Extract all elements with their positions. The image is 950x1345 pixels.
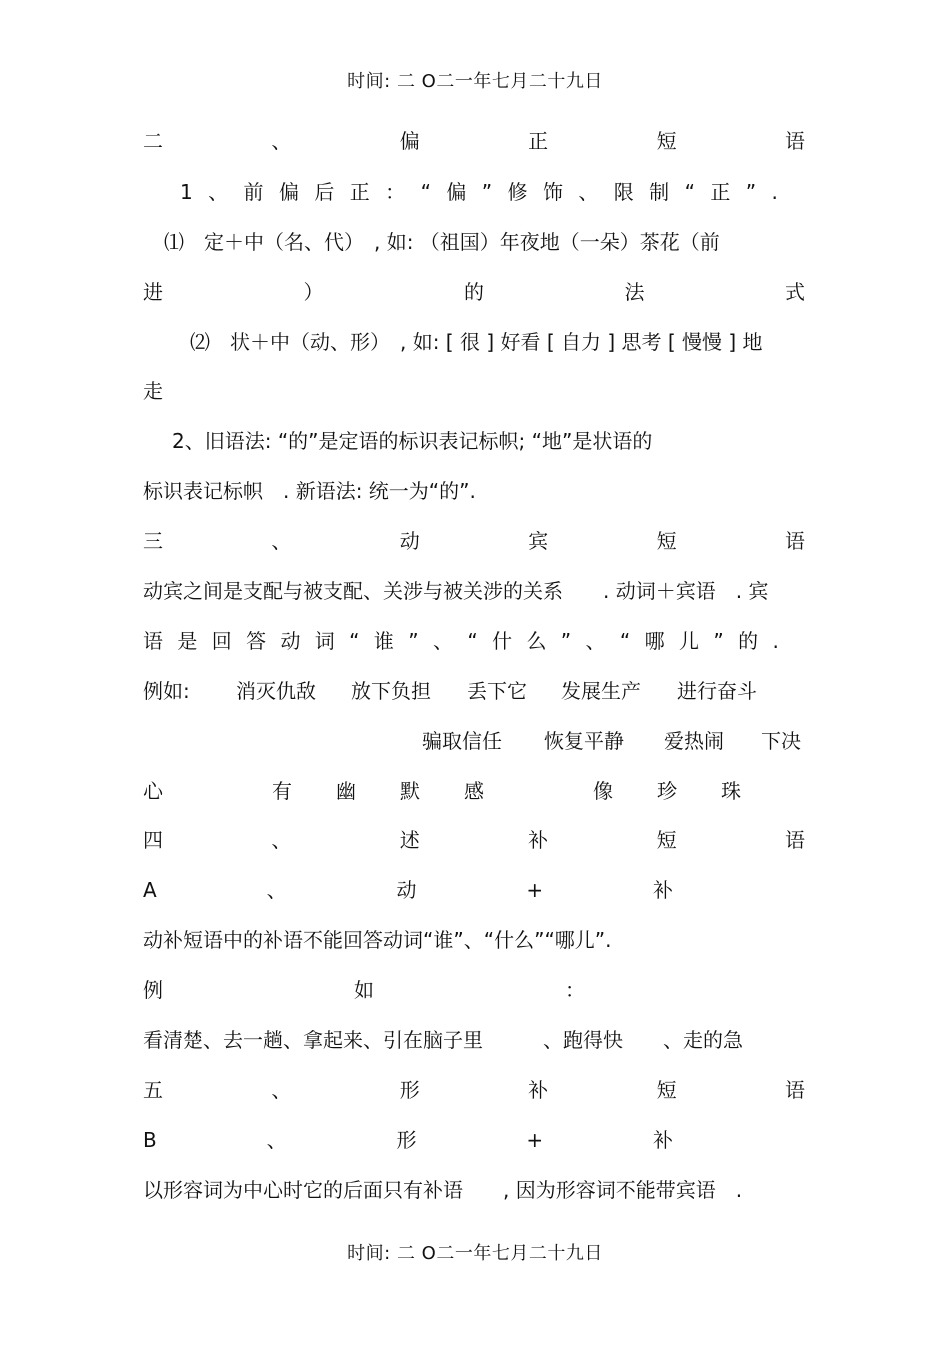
spaced-char: 进 [143, 280, 163, 304]
spaced-char: + [526, 878, 544, 902]
spaced-char: 限 [613, 180, 634, 204]
spaced-char: 、 [578, 180, 599, 204]
dongbin-examples-line-2 [143, 726, 805, 756]
dongbin-examples-line-1 [143, 676, 805, 706]
section-heading-xingbu [143, 1075, 805, 1105]
dongbin-description: 动宾之间是支配与被支配、关涉与被关涉的关系 . 动词＋宾语 . 宾 [143, 579, 769, 603]
example-item: 恢复平静 [544, 729, 624, 753]
spaced-char: 五 [143, 1078, 163, 1102]
spaced-char: 动 [280, 629, 301, 653]
xingbu-description: 以形容词为中心时它的后面只有补语 , 因为形容词不能带宾语 . [143, 1178, 743, 1202]
point-2-grammar: 2、旧语法: “的”是定语的标识表记标帜; “地”是状语的 [172, 429, 653, 453]
spaced-char: ） [303, 280, 324, 304]
spaced-char: 语 [784, 828, 805, 852]
spaced-char: 式 [785, 280, 805, 304]
example-item: 消灭仇敌 [236, 679, 316, 703]
spaced-char: 制 [649, 180, 670, 204]
spaced-char: 语 [784, 1078, 805, 1102]
example-item: 幽 [336, 779, 356, 803]
spaced-char: “ [619, 629, 631, 653]
spaced-char: . [771, 180, 778, 204]
example-item: 进行奋斗 [677, 679, 757, 703]
spaced-char: 前 [243, 180, 264, 204]
spaced-char: 补 [652, 878, 673, 902]
spaced-char: 形 [399, 1078, 420, 1102]
spaced-char: 么 [526, 629, 547, 653]
spaced-char: 修 [507, 180, 528, 204]
spaced-char: 、 [266, 1128, 287, 1152]
example-item: 放下负担 [351, 679, 431, 703]
section-heading-pianzheng [143, 126, 805, 156]
spaced-char: 是 [177, 629, 198, 653]
example-item: 珠 [721, 779, 741, 803]
spaced-char: 后 [314, 180, 335, 204]
dongbin-description-continued [143, 626, 779, 656]
page-header: 时间: 二 O二一年七月二十九日 [347, 71, 603, 92]
sub-heading-xingbu [143, 1125, 673, 1155]
spaced-char: 语 [784, 529, 805, 553]
spaced-char: + [526, 1128, 544, 1152]
example-item: 默 [400, 779, 420, 803]
example-item: 心 [143, 779, 163, 803]
spaced-char: 、 [585, 629, 606, 653]
example-item: 发展生产 [561, 679, 641, 703]
spaced-char: 述 [399, 828, 420, 852]
spaced-char: 的 [464, 280, 484, 304]
spaced-char: “ [420, 180, 431, 204]
spaced-char: 如 [354, 978, 374, 1002]
item-2-continued: 走 [143, 379, 163, 403]
spaced-char: 正 [349, 180, 370, 204]
spaced-char: 谁 [373, 629, 394, 653]
spaced-char: 儿 [678, 629, 699, 653]
spaced-char: “ [467, 629, 478, 653]
spaced-char: 什 [492, 629, 513, 653]
spaced-char: 补 [528, 1078, 549, 1102]
spaced-char: 二 [143, 129, 163, 153]
example-item: 下决 [761, 729, 801, 753]
spaced-char: 偏 [446, 180, 467, 204]
point-2-continued: 标识表记标帜 . 新语法: 统一为“的”. [143, 479, 476, 503]
spaced-char: 语 [784, 129, 805, 153]
spaced-char: 例 [143, 978, 163, 1002]
spaced-char: 法 [624, 280, 645, 304]
spaced-char: 短 [656, 1078, 677, 1102]
spaced-char: ： [565, 978, 585, 1002]
spaced-char: 偏 [399, 129, 420, 153]
spaced-char: 回 [211, 629, 232, 653]
spaced-char: 饰 [542, 180, 563, 204]
spaced-char: ” [560, 629, 572, 653]
point-1-pianzheng [180, 177, 778, 207]
dongbu-examples: 看清楚、去一趟、拿起来、引在脑子里 、跑得快 、走的急 [143, 1028, 743, 1052]
spaced-char: “ [349, 629, 360, 653]
spaced-char: 、 [266, 878, 287, 902]
section-heading-dongbin [143, 526, 805, 556]
spaced-char: 、 [271, 529, 292, 553]
example-item: 爱热闹 [664, 729, 724, 753]
sub-heading-dongbu [143, 875, 673, 905]
example-item: 有 [272, 779, 292, 803]
spaced-char: 补 [528, 828, 549, 852]
spaced-char: ” [481, 180, 493, 204]
example-item: 珍 [657, 779, 677, 803]
spaced-char: ” [408, 629, 419, 653]
spaced-char: . [772, 629, 779, 653]
spaced-char: 动 [396, 878, 417, 902]
spaced-char: 宾 [528, 529, 549, 553]
spaced-char: 正 [528, 129, 549, 153]
dongbu-description: 动补短语中的补语不能回答动词“谁”、“什么”“哪儿”. [143, 928, 612, 952]
example-item: 感 [464, 779, 484, 803]
page-footer: 时间: 二 O二一年七月二十九日 [347, 1243, 603, 1264]
item-1-ding-zhong: ⑴ 定＋中（名、代） , 如: （祖国）年夜地（一朵）茶花（前 [164, 230, 720, 254]
spaced-char: 动 [399, 529, 420, 553]
spaced-char: B [143, 1128, 157, 1152]
item-1-continued [143, 277, 805, 307]
spaced-char: 哪 [644, 629, 665, 653]
spaced-char: 、 [271, 1078, 292, 1102]
spaced-char: 短 [656, 828, 677, 852]
spaced-char: 答 [246, 629, 267, 653]
spaced-char: ： [385, 180, 406, 204]
spaced-char: 四 [143, 828, 163, 852]
spaced-char: 语 [143, 629, 163, 653]
spaced-char: 、 [271, 129, 292, 153]
spaced-char: 偏 [278, 180, 299, 204]
spaced-char: 补 [653, 1128, 673, 1152]
section-heading-shubu [143, 825, 805, 855]
example-item: 像 [593, 779, 613, 803]
spaced-char: 三 [143, 529, 163, 553]
spaced-char: ” [745, 180, 757, 204]
spaced-char: 短 [656, 529, 677, 553]
spaced-char: 词 [314, 629, 335, 653]
spaced-char: A [143, 878, 157, 902]
spaced-char: 的 [738, 629, 759, 653]
spaced-char: “ [684, 180, 695, 204]
example-label: 例如: [143, 679, 190, 703]
dongbin-examples-line-3 [143, 776, 805, 806]
spaced-char: 、 [432, 629, 453, 653]
spaced-char: 短 [656, 129, 677, 153]
spaced-char: ” [713, 629, 724, 653]
dongbu-example-label [143, 975, 585, 1005]
spaced-char: 、 [271, 828, 292, 852]
spaced-char: 正 [710, 180, 731, 204]
spaced-char: 形 [396, 1128, 417, 1152]
example-item: 丢下它 [467, 679, 527, 703]
item-2-zhuang-zhong: ⑵ 状＋中（动、形） , 如: [ 很 ] 好看 [ 自力 ] 思考 [ 慢慢 ] 地 [190, 330, 763, 354]
spaced-char: 1 [180, 180, 193, 204]
spaced-char: 、 [208, 180, 229, 204]
example-item: 骗取信任 [422, 729, 502, 753]
